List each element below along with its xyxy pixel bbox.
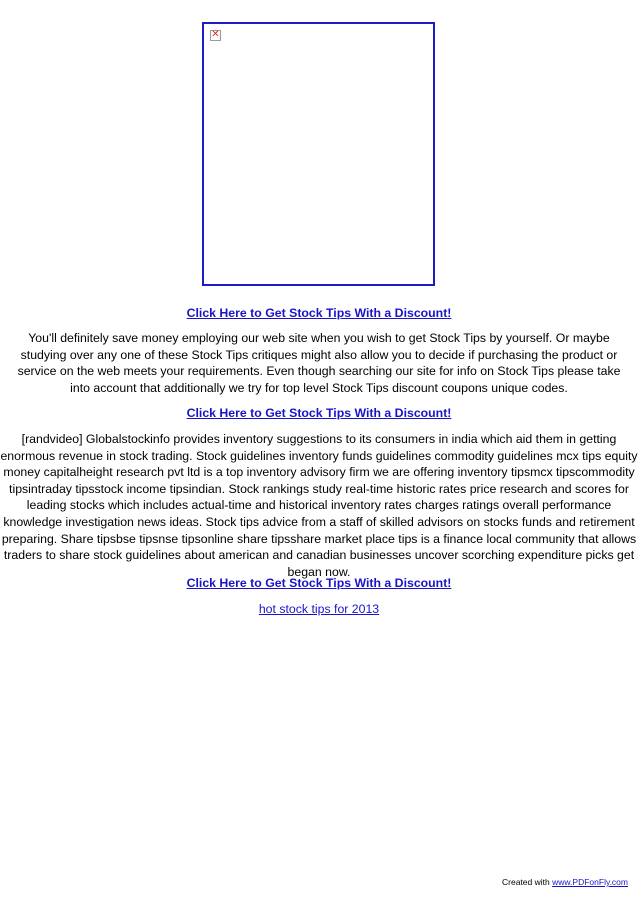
footer-prefix: Created with	[502, 877, 553, 887]
cta-link-container-1	[0, 305, 638, 322]
cta-link-discount[interactable]: Click Here to Get Stock Tips With a Discount!	[186, 406, 452, 420]
intro-paragraph: You'll definitely save money employing our web site when you wish to get Stock Tips by yourself. Or maybe studying over any one of these Stock Tips critiques might also allow you to decide if purchasing the product or service on the web meets your requirements. Even though searching our site for info on Stock Tips please take into account that additionally we try for top level Stock Tips discount coupons unique codes.	[17, 331, 621, 395]
pdfonfly-link[interactable]: www.PDFonFly.com	[552, 877, 628, 887]
embedded-image-placeholder	[202, 22, 435, 286]
cta-link-discount[interactable]: Click Here to Get Stock Tips With a Discount!	[186, 576, 452, 590]
cta-link-discount[interactable]: Click Here to Get Stock Tips With a Discount!	[186, 306, 452, 320]
body-paragraph: [randvideo] Globalstockinfo provides inventory suggestions to its consumers in india which aid them in getting enormous revenue in stock trading. Stock guidelines inventory funds guidelines commodity guidelines mcx tips equity money capitalheight research pvt ltd is a top inventory advisory firm we are offering inventory tipsmcx tipscommodity tipsintraday tipsstock income tipsindian. Stock rankings study real-time historic rates price research and scores for leading stocks which includes actual-time and historical inventory rates charges ratings overall performance knowledge investigation news ideas. Stock tips advice from a staff of skilled advisors on stocks funds and retirement preparing. Share tipsbse tipsnse tipsonline share tipsshare market place tips is a finance local community that allows traders to share stock guidelines about american and canadian businesses uncover scorching expenditure picks get began now.	[0, 432, 638, 579]
cta-link-container-3	[0, 575, 638, 592]
broken-image-icon: ✕	[211, 29, 220, 40]
hot-stock-tips-link[interactable]: hot stock tips for 2013	[258, 602, 380, 616]
footer-credit	[502, 877, 628, 888]
cta-link-container-2	[0, 405, 638, 422]
secondary-link-container	[0, 601, 638, 618]
